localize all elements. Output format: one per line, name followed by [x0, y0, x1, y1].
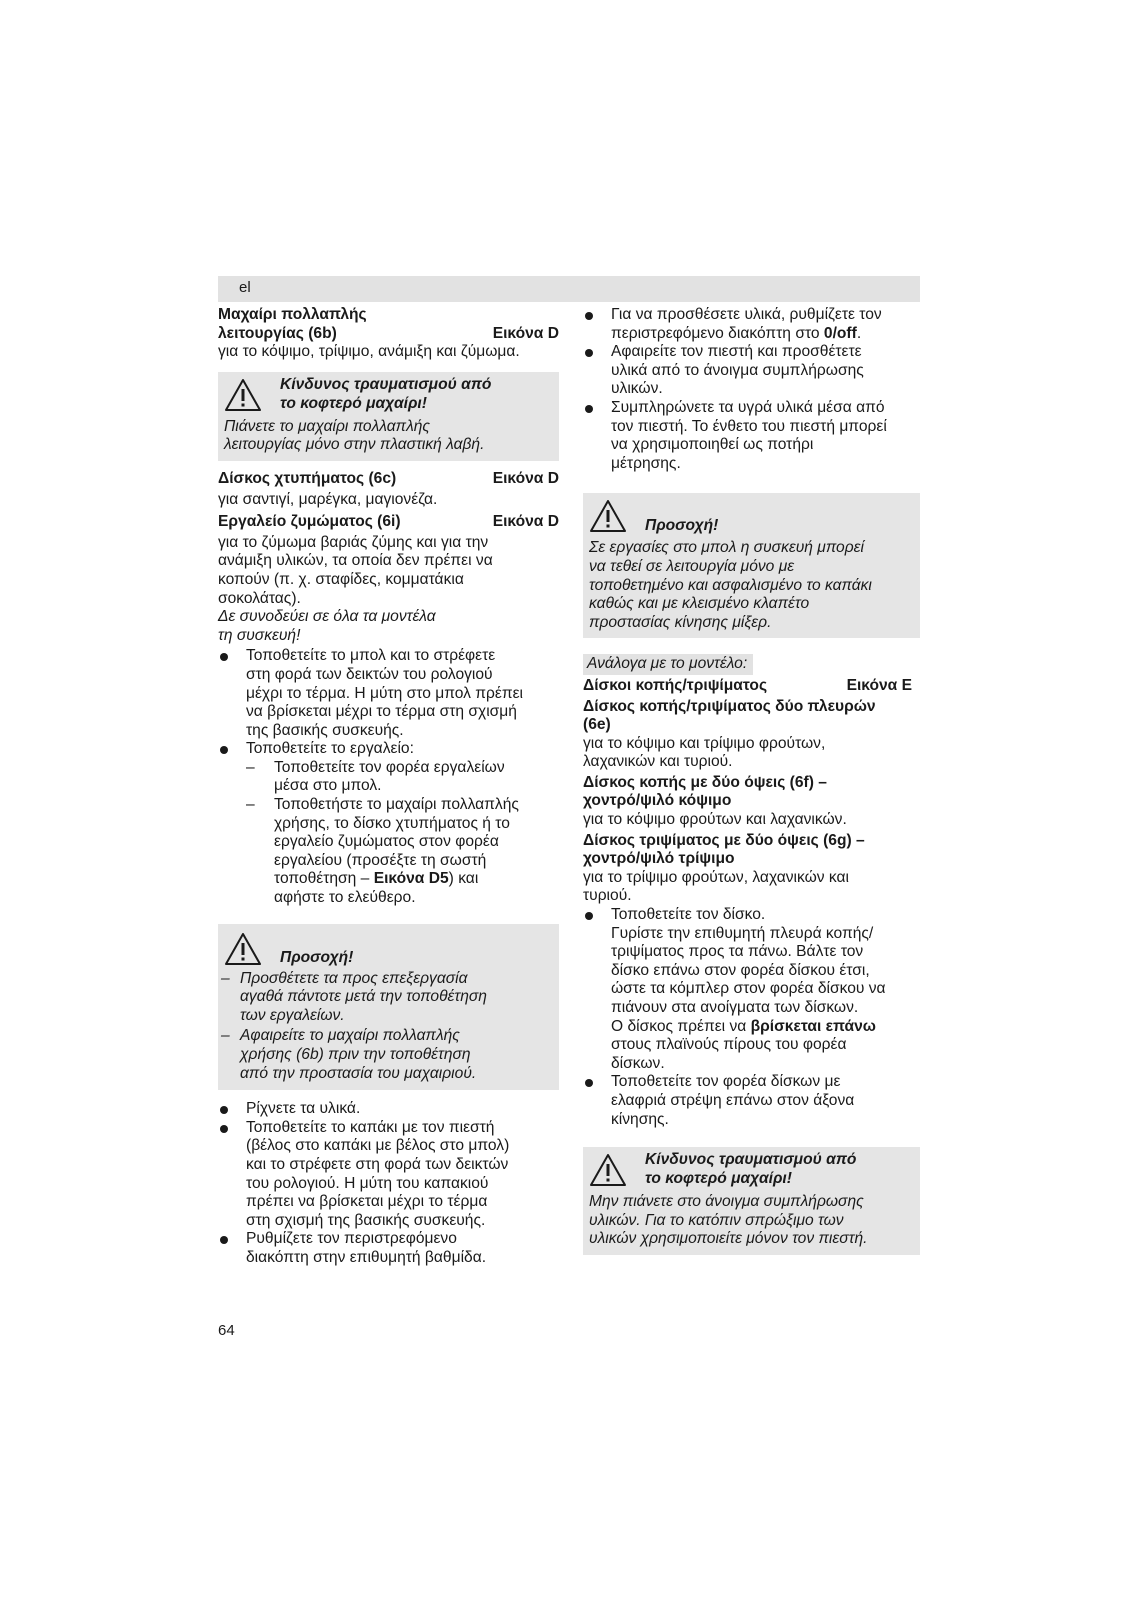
- text-line: για το ζύμωμα βαριάς ζύμης και για την: [218, 533, 489, 551]
- text-line: τον πιεστή. Το ένθετο του πιεστή μπορεί: [611, 417, 887, 435]
- bullet-add-ingredients: [218, 1100, 559, 1119]
- text-line: διακόπτη στην επιθυμητή βαθμίδα.: [246, 1248, 487, 1266]
- text-line: από την προστασία του μαχαιριού.: [240, 1064, 477, 1082]
- text-line: τυριού.: [583, 887, 632, 905]
- text-line: σοκολάτας).: [218, 589, 301, 607]
- subitem-tool-carrier: [218, 759, 559, 796]
- text-line: Γυρίστε την επιθυμητή πλευρά κοπής/: [611, 924, 874, 942]
- warning-knife-title1: Κίνδυνος τραυματισμού από: [280, 375, 492, 393]
- text-span: .: [856, 324, 862, 342]
- warning-feed-title2: το κοφτερό μαχαίρι!: [645, 1170, 792, 1188]
- text-span: Ο δίσκος πρέπει να: [611, 1017, 751, 1035]
- text-line: Συμπληρώνετε τα υγρά υλικά μέσα από: [611, 398, 885, 416]
- text-line: τριψίματος προς τα πάνω. Βάλτε τον: [611, 943, 864, 961]
- dash-mark: –: [246, 758, 255, 776]
- disc-6e: [583, 698, 920, 772]
- text-line: του ρολογιού. Η μύτη του καπακιού: [246, 1174, 489, 1192]
- text-line: προστασίας κίνησης μίξερ.: [589, 613, 772, 631]
- text-line: Προσθέτετε τα προς επεξεργασία: [240, 969, 468, 987]
- text-line: της βασικής συσκευής.: [246, 721, 404, 739]
- figure-ref-d5: Εικόνα D5: [373, 870, 449, 888]
- dash-mark: –: [221, 969, 230, 987]
- discs-title: Δίσκοι κοπής/τριψίματος: [583, 676, 768, 694]
- discs-heading: [583, 677, 920, 696]
- disc-6g: [583, 832, 920, 906]
- dough-title: Εργαλείο ζυμώματος (6i): [218, 513, 401, 531]
- warning-knife: [218, 372, 559, 461]
- knife-figure-ref: Εικόνα D: [492, 324, 559, 342]
- text-line: κοπούν (π. χ. σταφίδες, κομματάκια: [218, 570, 464, 588]
- text-line: Σε εργασίες στο μπολ η συσκευή μπορεί: [589, 539, 864, 557]
- knife-heading: [218, 325, 559, 344]
- text-span: ) και: [448, 870, 479, 888]
- warning-feed-title1: Κίνδυνος τραυματισμού από: [645, 1151, 857, 1169]
- text-line: Τοποθετείτε τον φορέα δίσκων με: [611, 1073, 841, 1091]
- text-line: να τεθεί σε λειτουργία μόνο με: [589, 557, 795, 575]
- text-line: Για να προσθέσετε υλικά, ρυθμίζετε τον: [611, 306, 882, 323]
- text-line: Δε συνοδεύει σε όλα τα μοντέλα: [218, 608, 436, 626]
- bullet-place-bowl: [218, 647, 559, 740]
- text-line: λαχανικών και τυριού.: [583, 753, 733, 771]
- text-line: Μην πιάνετε στο άνοιγμα συμπλήρωσης: [589, 1193, 864, 1211]
- text-line: Αφαιρείτε το μαχαίρι πολλαπλής: [240, 1027, 460, 1045]
- warning-triangle-icon: [224, 932, 262, 966]
- dash-mark: –: [221, 1027, 230, 1045]
- text-line: για το κόψιμο φρούτων και λαχανικών.: [583, 811, 847, 829]
- knife-description: για το κόψιμο, τρίψιμο, ανάμιξη και ζύμωμα.: [218, 343, 520, 361]
- text-line: δίσκων.: [611, 1054, 665, 1072]
- text-line: Τοποθετείτε το εργαλείο:: [246, 740, 414, 758]
- text-line: τοποθετημένο και ασφαλισμένο το καπάκι: [589, 576, 872, 594]
- warning-order-item: [218, 1027, 553, 1083]
- left-column: [218, 306, 559, 1268]
- text-line: ανάμιξη υλικών, τα οποία δεν πρέπει να: [218, 552, 493, 570]
- warning-order-title: Προσοχή!: [280, 948, 354, 966]
- text-line: υλικών. Για το κατόπιν σπρώξιμο των: [589, 1211, 844, 1229]
- warning-order-item: [218, 970, 553, 1026]
- text-line: Τοποθετείτε τον δίσκο.: [611, 906, 766, 924]
- warning-triangle-icon: [589, 1153, 627, 1187]
- subitem-insert-tool: [218, 796, 559, 908]
- heading-line: Δίσκος κοπής με δύο όψεις (6f) –: [583, 773, 827, 791]
- warning-lid-title: Προσοχή!: [645, 517, 719, 535]
- text-line: [274, 870, 559, 889]
- text-line: εργαλείο ζυμώματος στον φορέα: [274, 833, 499, 851]
- dough-note: [218, 608, 559, 645]
- heading-line: (6e): [583, 716, 611, 734]
- text-line: υλικά από το άνοιγμα συμπλήρωσης: [611, 361, 864, 379]
- text-line: [611, 1018, 920, 1037]
- text-line: για το τρίψιμο φρούτων, λαχανικών και: [583, 868, 849, 886]
- text-line: ώστε τα κόμπλερ στον φορέα δίσκου να: [611, 980, 886, 998]
- knife-title-line1: Μαχαίρι πολλαπλής: [218, 306, 367, 323]
- text-line: υλικών.: [611, 380, 663, 398]
- text-line: (βέλος στο καπάκι με βέλος στο μπολ): [246, 1137, 510, 1155]
- text-line: χρήσης (6b) πριν την τοποθέτηση: [240, 1046, 471, 1063]
- whisk-title: Δίσκος χτυπήματος (6c): [218, 469, 397, 487]
- knife-title-line2: λειτουργίας (6b): [218, 324, 337, 342]
- heading-line: Δίσκος κοπής/τριψίματος δύο πλευρών: [583, 697, 876, 715]
- switch-position: 0/off: [823, 324, 857, 342]
- text-line: εργαλείου (προσέξτε τη σωστή: [274, 851, 487, 869]
- page-number: 64: [218, 1322, 235, 1339]
- text-line: για το κόψιμο και τρίψιμο φρούτων,: [583, 734, 826, 752]
- language-bar: [218, 276, 920, 302]
- warning-feed: [583, 1147, 920, 1255]
- warning-knife-title2: το κοφτερό μαχαίρι!: [280, 394, 427, 412]
- text-line: και το στρέφετε στη φορά των δεικτών: [246, 1155, 509, 1173]
- whisk-description: για σαντιγί, μαρέγκα, μαγιονέζα.: [218, 490, 438, 508]
- text-line: να χρησιμοποιηθεί ως ποτήρι: [611, 436, 814, 454]
- bullet-set-switch: [218, 1230, 559, 1267]
- warning-knife-text2: λειτουργίας μόνο στην πλαστική λαβή.: [224, 436, 485, 454]
- text-line: πρέπει να βρίσκεται μέχρι το τέρμα: [246, 1193, 488, 1211]
- bullet-place-tool: [218, 740, 559, 759]
- bullet-fill-liquids: [583, 399, 920, 473]
- warning-lid: [583, 493, 920, 638]
- bullet-place-carrier: [583, 1073, 920, 1129]
- bullet-place-lid: [218, 1119, 559, 1231]
- text-line: ελαφριά στρέψη επάνω στον άξονα: [611, 1091, 855, 1109]
- bullet-add-material: [583, 306, 920, 343]
- text-line: Τοποθετείτε το μπολ και το στρέφετε: [246, 647, 496, 665]
- text-line: κίνησης.: [611, 1110, 669, 1128]
- warning-triangle-icon: [589, 499, 627, 533]
- text-line: χρήσης, το δίσκο χτυπήματος ή το: [274, 814, 510, 832]
- language-code: el: [239, 279, 251, 296]
- text-line: αγαθά πάντοτε μετά την τοποθέτηση: [240, 988, 487, 1006]
- text-line: Αφαιρείτε τον πιεστή και προσθέτετε: [611, 343, 862, 361]
- warning-knife-text1: Πιάνετε το μαχαίρι πολλαπλής: [224, 417, 430, 435]
- bullet-place-disc: [583, 906, 920, 1073]
- bullet-remove-pusher: [583, 343, 920, 399]
- text-line: στη σχισμή της βασικής συσκευής.: [246, 1211, 486, 1229]
- text-line: καθώς και με κλεισμένο κλαπέτο: [589, 595, 810, 613]
- dough-heading: [218, 513, 559, 532]
- warning-order: [218, 924, 559, 1091]
- text-span: περιστρεφόμενο διακόπτη στο: [611, 324, 824, 342]
- text-line: Τοποθετείτε τον φορέα εργαλείων: [274, 758, 505, 776]
- text-line: Ρυθμίζετε τον περιστρεφόμενο: [246, 1230, 457, 1248]
- discs-figure-ref: Εικόνα E: [846, 676, 912, 694]
- text-line: στους πλαϊνούς πίρους του φορέα: [611, 1036, 847, 1054]
- text-line: πιάνουν στα ανοίγματα των δίσκων.: [611, 999, 859, 1016]
- warning-triangle-icon: [224, 378, 262, 412]
- text-line: Τοποθετείτε το καπάκι με τον πιεστή: [246, 1118, 495, 1136]
- heading-line: χοντρό/ψιλό τρίψιμο: [583, 850, 735, 868]
- dough-figure-ref: Εικόνα D: [492, 513, 559, 531]
- text-line: δίσκο επάνω στον φορέα δίσκου έτσι,: [611, 961, 870, 979]
- text-line: υλικών χρησιμοποιείτε μόνον τον πιεστή.: [589, 1230, 868, 1248]
- whisk-figure-ref: Εικόνα D: [492, 469, 559, 487]
- text-line: των εργαλείων.: [240, 1006, 345, 1024]
- text-line: Ρίχνετε τα υλικά.: [246, 1100, 361, 1118]
- text-line: Τοποθετήστε το μαχαίρι πολλαπλής: [274, 796, 519, 814]
- emphasis: βρίσκεται επάνω: [750, 1017, 876, 1035]
- disc-6f: [583, 774, 920, 830]
- text-line: μέσα στο μπολ.: [274, 777, 382, 795]
- text-line: τη συσκευή!: [218, 626, 301, 644]
- heading-line: χοντρό/ψιλό κόψιμο: [583, 792, 732, 810]
- right-column: [583, 306, 920, 1255]
- text-line: να βρίσκεται μέχρι το τέρμα στη σχισμή: [246, 703, 517, 721]
- text-line: μέχρι το τέρμα. Η μύτη στο μπολ πρέπει: [246, 684, 524, 702]
- text-line: στη φορά των δεικτών του ρολογιού: [246, 665, 493, 683]
- dough-description: [218, 534, 559, 608]
- availability-note: Ανάλογα με το μοντέλο:: [583, 654, 753, 675]
- text-line: μέτρησης.: [611, 454, 681, 472]
- heading-line: Δίσκος τριψίματος με δύο όψεις (6g) –: [583, 831, 865, 849]
- text-span: τοποθέτηση –: [274, 870, 374, 888]
- dash-mark: –: [246, 796, 255, 814]
- text-line: αφήστε το ελεύθερο.: [274, 889, 416, 907]
- whisk-heading: [218, 470, 559, 489]
- text-line: [611, 325, 920, 344]
